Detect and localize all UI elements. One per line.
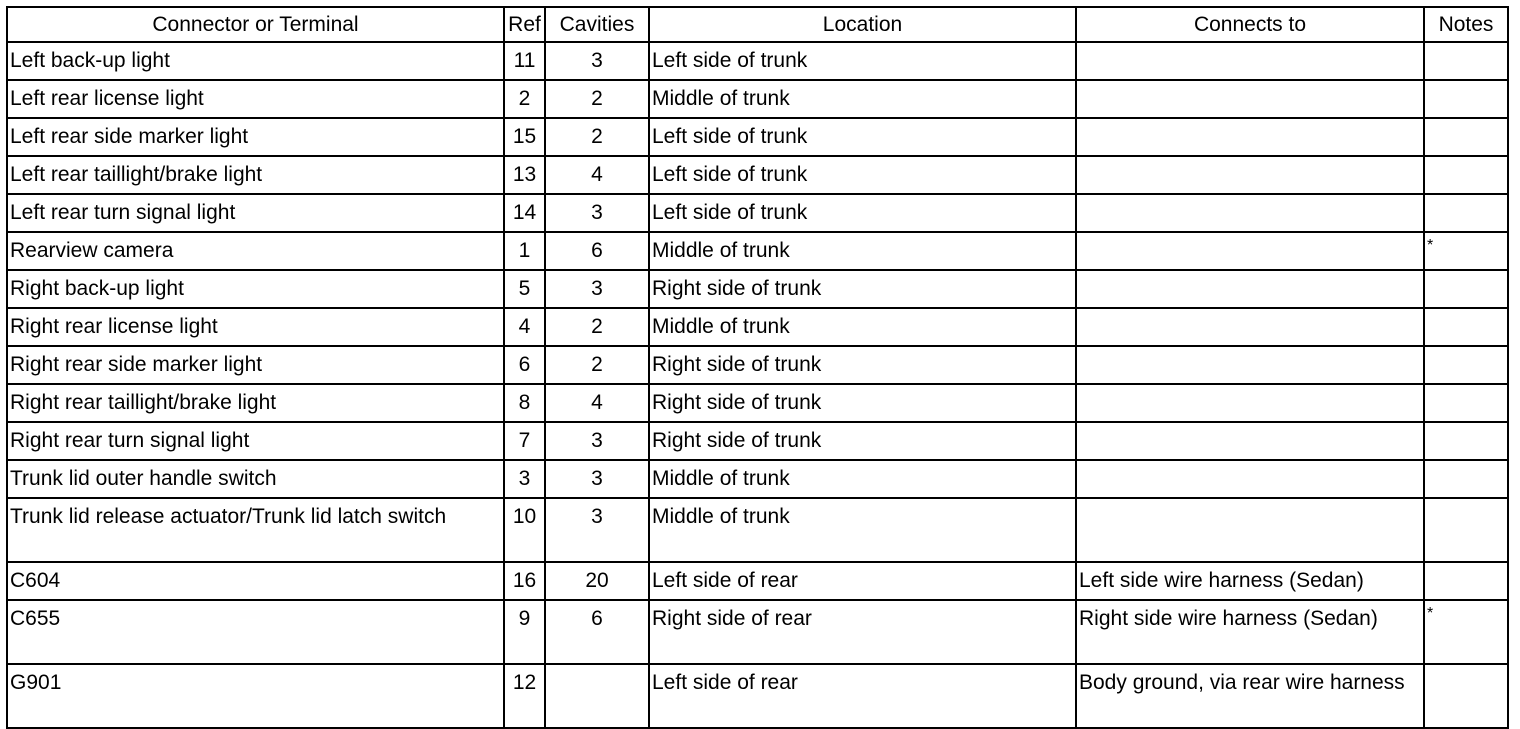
- cell-ref: 6: [504, 346, 545, 384]
- cell-notes: [1424, 80, 1508, 118]
- cell-notes: [1424, 270, 1508, 308]
- cell-notes: *: [1424, 232, 1508, 270]
- cell-notes: [1424, 664, 1508, 728]
- cell-connects-to: [1076, 42, 1424, 80]
- cell-cavities: 3: [545, 42, 649, 80]
- cell-connects-to: [1076, 156, 1424, 194]
- cell-cavities: 3: [545, 460, 649, 498]
- cell-notes: [1424, 346, 1508, 384]
- cell-notes: *: [1424, 600, 1508, 664]
- cell-cavities: 2: [545, 346, 649, 384]
- cell-cavities: [545, 664, 649, 728]
- cell-location: Right side of rear: [649, 600, 1076, 664]
- table-row: [7, 600, 1508, 664]
- cell-location: Right side of trunk: [649, 384, 1076, 422]
- table-header-row: [7, 7, 1508, 42]
- cell-ref: 1: [504, 232, 545, 270]
- cell-connector: C604: [7, 562, 504, 600]
- table-row: [7, 308, 1508, 346]
- cell-ref: 2: [504, 80, 545, 118]
- header-notes: Notes: [1424, 7, 1508, 42]
- cell-connects-to: [1076, 118, 1424, 156]
- cell-connects-to: [1076, 384, 1424, 422]
- cell-ref: 5: [504, 270, 545, 308]
- table-row: [7, 270, 1508, 308]
- header-connector: Connector or Terminal: [7, 7, 504, 42]
- cell-ref: 14: [504, 194, 545, 232]
- cell-location: Middle of trunk: [649, 232, 1076, 270]
- cell-cavities: 4: [545, 156, 649, 194]
- cell-connects-to: [1076, 232, 1424, 270]
- cell-connector: Right rear license light: [7, 308, 504, 346]
- cell-connects-to: [1076, 80, 1424, 118]
- cell-location: Left side of trunk: [649, 156, 1076, 194]
- cell-notes: [1424, 562, 1508, 600]
- cell-location: Left side of trunk: [649, 42, 1076, 80]
- cell-connects-to: [1076, 308, 1424, 346]
- cell-cavities: 2: [545, 80, 649, 118]
- cell-cavities: 6: [545, 232, 649, 270]
- table-row: [7, 422, 1508, 460]
- cell-location: Left side of trunk: [649, 194, 1076, 232]
- cell-cavities: 2: [545, 118, 649, 156]
- cell-ref: 15: [504, 118, 545, 156]
- header-connects-to: Connects to: [1076, 7, 1424, 42]
- cell-ref: 12: [504, 664, 545, 728]
- connector-table: [6, 6, 1509, 729]
- cell-connects-to: [1076, 194, 1424, 232]
- cell-ref: 9: [504, 600, 545, 664]
- cell-connects-to: [1076, 346, 1424, 384]
- cell-connector: G901: [7, 664, 504, 728]
- cell-cavities: 3: [545, 422, 649, 460]
- cell-ref: 7: [504, 422, 545, 460]
- cell-notes: [1424, 156, 1508, 194]
- cell-location: Middle of trunk: [649, 80, 1076, 118]
- cell-location: Middle of trunk: [649, 308, 1076, 346]
- cell-cavities: 20: [545, 562, 649, 600]
- cell-notes: [1424, 498, 1508, 562]
- cell-location: Left side of trunk: [649, 118, 1076, 156]
- cell-connector: Left rear turn signal light: [7, 194, 504, 232]
- cell-cavities: 3: [545, 270, 649, 308]
- table-row: [7, 384, 1508, 422]
- cell-connects-to: [1076, 422, 1424, 460]
- table-row: [7, 232, 1508, 270]
- header-location: Location: [649, 7, 1076, 42]
- table-row: [7, 42, 1508, 80]
- cell-location: Right side of trunk: [649, 270, 1076, 308]
- cell-connector: Left rear side marker light: [7, 118, 504, 156]
- cell-ref: 8: [504, 384, 545, 422]
- table-row: [7, 460, 1508, 498]
- cell-connector: Right rear side marker light: [7, 346, 504, 384]
- cell-notes: [1424, 42, 1508, 80]
- header-cavities: Cavities: [545, 7, 649, 42]
- cell-location: Right side of trunk: [649, 346, 1076, 384]
- cell-notes: [1424, 460, 1508, 498]
- table-row: [7, 156, 1508, 194]
- cell-connector: Trunk lid release actuator/Trunk lid latch switch: [7, 498, 504, 562]
- cell-connector: Right rear turn signal light: [7, 422, 504, 460]
- cell-ref: 10: [504, 498, 545, 562]
- cell-notes: [1424, 422, 1508, 460]
- cell-connects-to: [1076, 498, 1424, 562]
- cell-location: Middle of trunk: [649, 498, 1076, 562]
- cell-connector: Right rear taillight/brake light: [7, 384, 504, 422]
- cell-connects-to: Left side wire harness (Sedan): [1076, 562, 1424, 600]
- table-row: [7, 118, 1508, 156]
- cell-cavities: 3: [545, 194, 649, 232]
- table-row: [7, 194, 1508, 232]
- cell-cavities: 6: [545, 600, 649, 664]
- cell-ref: 3: [504, 460, 545, 498]
- cell-ref: 13: [504, 156, 545, 194]
- cell-connects-to: Body ground, via rear wire harness: [1076, 664, 1424, 728]
- cell-notes: [1424, 118, 1508, 156]
- table-row: [7, 562, 1508, 600]
- table-row: [7, 664, 1508, 728]
- cell-location: Left side of rear: [649, 562, 1076, 600]
- cell-cavities: 2: [545, 308, 649, 346]
- cell-connector: Left rear license light: [7, 80, 504, 118]
- cell-notes: [1424, 384, 1508, 422]
- table-row: [7, 498, 1508, 562]
- cell-ref: 16: [504, 562, 545, 600]
- table-row: [7, 80, 1508, 118]
- cell-ref: 11: [504, 42, 545, 80]
- cell-connector: Rearview camera: [7, 232, 504, 270]
- cell-connector: Left back-up light: [7, 42, 504, 80]
- cell-connector: Right back-up light: [7, 270, 504, 308]
- cell-notes: [1424, 194, 1508, 232]
- cell-cavities: 3: [545, 498, 649, 562]
- table-row: [7, 346, 1508, 384]
- cell-connects-to: [1076, 270, 1424, 308]
- cell-connector: Trunk lid outer handle switch: [7, 460, 504, 498]
- cell-connects-to: Right side wire harness (Sedan): [1076, 600, 1424, 664]
- cell-ref: 4: [504, 308, 545, 346]
- cell-location: Middle of trunk: [649, 460, 1076, 498]
- cell-connects-to: [1076, 460, 1424, 498]
- cell-connector: Left rear taillight/brake light: [7, 156, 504, 194]
- header-ref: Ref: [504, 7, 545, 42]
- cell-notes: [1424, 308, 1508, 346]
- cell-location: Right side of trunk: [649, 422, 1076, 460]
- cell-location: Left side of rear: [649, 664, 1076, 728]
- cell-cavities: 4: [545, 384, 649, 422]
- cell-connector: C655: [7, 600, 504, 664]
